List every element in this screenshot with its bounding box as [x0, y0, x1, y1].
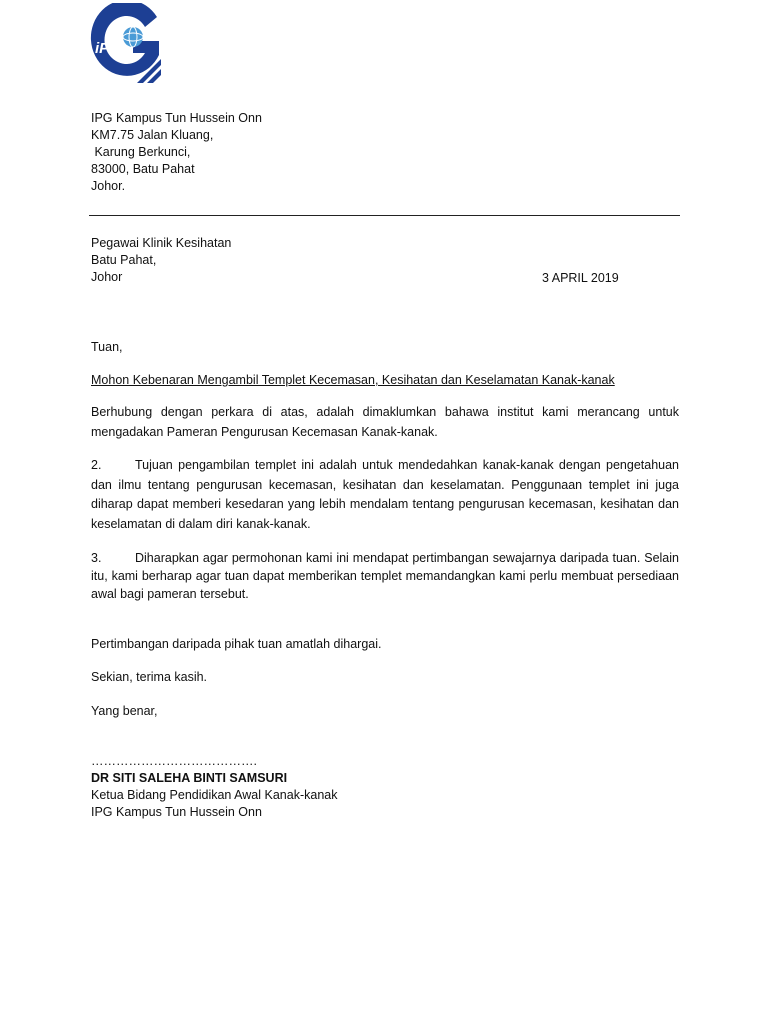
- closing-appreciation: Pertimbangan daripada pihak tuan amatlah dihargai.: [91, 637, 382, 651]
- paragraph-3: [91, 549, 679, 603]
- closing-thanks: Sekian, terima kasih.: [91, 670, 208, 684]
- ipg-logo: [89, 3, 161, 87]
- recipient-address: [91, 235, 231, 286]
- paragraph-text: Tujuan pengambilan templet ini adalah untuk mendedahkan kanak-kanak dengan pengetahuan dan ilmu tentang pengurusan kecemasan, kesihatan dan keselamatan. Penggunaan templet ini juga diharap dapat memberi kesedaran yang lebih mendalam tentang pengurusan kecemasan, kesihatan dan keselamatan di dalam diri kanak-kanak.: [91, 458, 679, 531]
- sender-line: 83000, Batu Pahat: [91, 162, 195, 176]
- signatory-org: IPG Kampus Tun Hussein Onn: [91, 805, 262, 819]
- paragraph-number: 2.: [91, 458, 102, 472]
- sender-line: Johor.: [91, 179, 126, 193]
- paragraph-2: [91, 456, 679, 534]
- signatory-title: Ketua Bidang Pendidikan Awal Kanak-kanak: [91, 788, 338, 802]
- subject-line: Mohon Kebenaran Mengambil Templet Kecemasan, Kesihatan dan Keselamatan Kanak-kanak: [91, 373, 615, 387]
- signature-dots: ………………………………….: [91, 754, 257, 768]
- recipient-line: Johor: [91, 270, 123, 284]
- paragraph-text: Diharapkan agar permohonan kami ini mendapat pertimbangan sewajarnya daripada tuan. Selain itu, kami berharap agar tuan dapat memberikan templet memandangkan kami perlu membuat persediaan awal bagi pameran tersebut.: [91, 551, 679, 601]
- header-divider: [89, 215, 680, 216]
- recipient-line: Pegawai Klinik Kesihatan: [91, 236, 232, 250]
- signature-block: [91, 753, 337, 821]
- paragraph-1: Berhubung dengan perkara di atas, adalah dimaklumkan bahawa institut kami merancang untuk mengadakan Pameran Pengurusan Kecemasan Kanak-kanak.: [91, 405, 679, 439]
- recipient-line: Batu Pahat,: [91, 253, 157, 267]
- signatory-name: DR SITI SALEHA BINTI SAMSURI: [91, 771, 288, 785]
- sender-address: [91, 110, 262, 195]
- ipg-logo-graphic: [89, 3, 161, 87]
- closing-sincerely: Yang benar,: [91, 704, 158, 718]
- svg-text:iPG: iPG: [95, 40, 121, 57]
- salutation: Tuan,: [91, 340, 123, 354]
- sender-line: KM7.75 Jalan Kluang,: [91, 128, 214, 142]
- paragraph-number: 3.: [91, 551, 102, 565]
- sender-line: IPG Kampus Tun Hussein Onn: [91, 111, 262, 125]
- letter-date: 3 APRIL 2019: [542, 271, 619, 285]
- sender-line: Karung Berkunci,: [91, 145, 191, 159]
